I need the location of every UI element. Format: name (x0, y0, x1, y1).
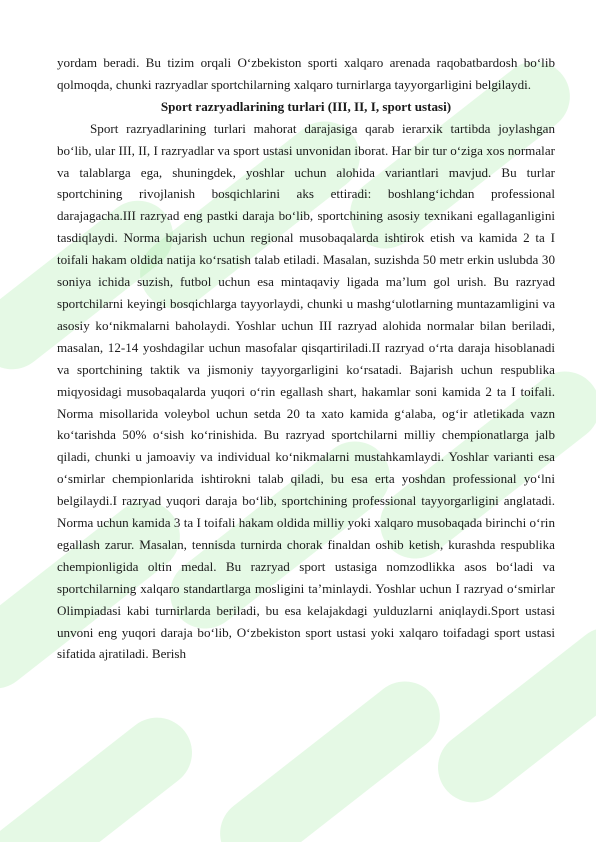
section-heading: Sport razryadlarining turlari (III, II, I, sport ustasi) (160, 98, 452, 114)
intro-paragraph: yordam beradi. Bu tizim orqali O‘zbekiston sporti xalqaro arenada raqobatbardosh bo‘lib qolmoqda, chunki razryadlar sportchilarning xalqaro turnirlarga tayyorgarligini belgilaydi. (57, 55, 555, 92)
watermark-stroke (206, 667, 454, 842)
document-body (57, 52, 555, 665)
body-paragraph: Sport razryadlarining turlari mahorat darajasiga qarab ierarxik tartibda joylashgan bo‘lib, ular III, II, I razryadlar va sport ustasi unvonidan iborat. Har bir tur o‘ziga xos normalar va talablarga ega, shuningdek, yoshlar uchun alohida variantlari mavjud. Bu turlar sportchining rivojlanish bosqichlarini aks ettiradi: boshlang‘ichdan professional darajagacha.III razryad eng pastki daraja bo‘lib, sportchining asosiy texnikani egallaganligini tasdiqlaydi. Norma bajarish uchun regional musobaqalarda ishtirok etish va kamida 2 ta I toifali hakam oldida natija ko‘rsatish talab etiladi. Masalan, suzishda 50 metr erkin uslubda 30 soniya ichida suzish, futbol uchun esa mintaqaviy ligada ma’lum gol urish. Bu razryad sportchilarni keyingi bosqichlarga tayyorlaydi, chunki u mashg‘ulotlarning muntazamligini va asosiy ko‘nikmalarni baholaydi. Yoshlar uchun III razryad alohida normalar bilan beriladi, masalan, 12-14 yoshdagilar uchun masofalar qisqartiriladi.II razryad o‘rta daraja hisoblanadi va sportchining taktik va jismoniy tayyorgarligini ko‘rsatadi. Bajarish uchun respublika miqyosidagi musobaqalarda yuqori o‘rin egallash shart, hakamlar soni kamida 2 ta I toifali. Norma misollarida voleybol uchun setda 20 ta xato kamida g‘alaba, og‘ir atletikada vazn ko‘tarishda 50% o‘sish ko‘rinishida. Bu razryad sportchilarni milliy chempionatlarga jalb qiladi, chunki u jamoaviy va individual ko‘nikmalarni mustahkamlaydi. Yoshlar varianti esa o‘smirlar chempionlarida ishtirokni talab qiladi, bu esa erta yoshdan professional yo‘lni belgilaydi.I razryad yuqori daraja bo‘lib, sportchining professional tayyorgarligini anglatadi. Norma uchun kamida 3 ta I toifali hakam oldida milliy yoki xalqaro musobaqada birinchi o‘rin egallash zarur. Masalan, tennisda turnirda chorak finaldan oshib ketish, kurashda respublika chempionligida oltin medal. Bu razryad sport ustasiga nomzodlikka asos bo‘ladi va sportchilarning xalqaro standartlarga mosligini ta’minlaydi. Yoshlar uchun I razryad o‘smirlar Olimpiadasi kabi turnirlarda beriladi, bu esa kelajakdagi yulduzlarni aniqlaydi.Sport ustasi unvoni eng yuqori daraja bo‘lib, O‘zbekiston sport ustasi yoki xalqaro toifadagi sport ustasi sifatida ajratiladi. Berish (57, 120, 555, 662)
watermark-stroke (0, 704, 206, 842)
